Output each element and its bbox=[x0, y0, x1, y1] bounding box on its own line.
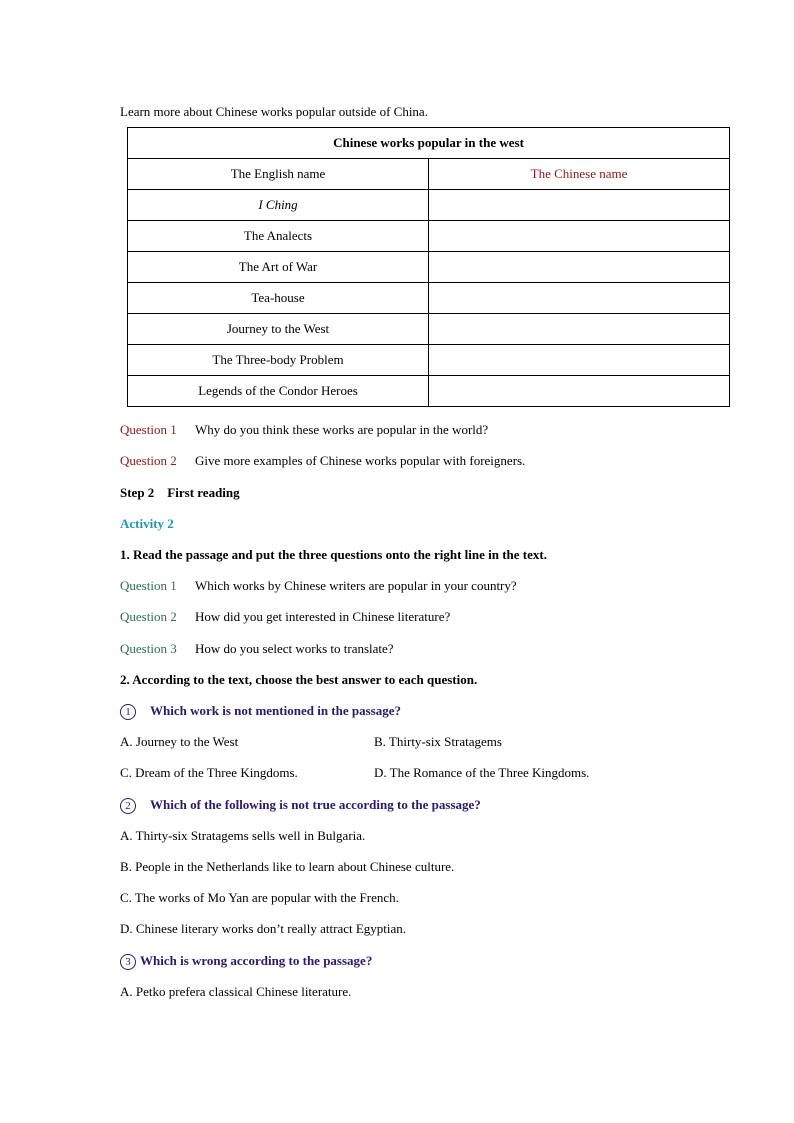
table-row bbox=[128, 190, 730, 221]
question-number-badge: 1 bbox=[120, 704, 136, 720]
task1-instruction: 1. Read the passage and put the three questions onto the right line in the text. bbox=[120, 547, 547, 562]
chinese-name-blank[interactable] bbox=[429, 345, 730, 376]
table-title: Chinese works popular in the west bbox=[128, 128, 730, 159]
mcq-question-text: Which of the following is not true according to the passage? bbox=[150, 797, 481, 812]
intro-text: Learn more about Chinese works popular outside of China. bbox=[120, 104, 428, 119]
mcq-2-option-b[interactable]: B. People in the Netherlands like to learn about Chinese culture. bbox=[120, 859, 455, 874]
chinese-name-blank[interactable] bbox=[429, 376, 730, 407]
mcq-1-question bbox=[120, 703, 401, 720]
mcq-2-option-a[interactable]: A. Thirty-six Stratagems sells well in Bulgaria. bbox=[120, 828, 366, 843]
mcq-2-question bbox=[120, 797, 481, 814]
table-row bbox=[128, 221, 730, 252]
table-row bbox=[128, 345, 730, 376]
works-table bbox=[127, 127, 730, 407]
mcq-1-option-c[interactable]: C. Dream of the Three Kingdoms. bbox=[120, 765, 298, 780]
question-number-badge: 2 bbox=[120, 798, 136, 814]
question-text: Which works by Chinese writers are popular in your country? bbox=[195, 578, 517, 593]
mcq-3-option-a[interactable]: A. Petko prefera classical Chinese literature. bbox=[120, 984, 352, 999]
mcq-1-option-b[interactable]: B. Thirty-six Stratagems bbox=[374, 734, 502, 749]
activity2-heading: Activity 2 bbox=[120, 516, 174, 531]
chinese-name-blank[interactable] bbox=[429, 252, 730, 283]
step2-heading: Step 2 First reading bbox=[120, 485, 240, 500]
task1-question-3 bbox=[120, 641, 394, 657]
mcq-2-option-d[interactable]: D. Chinese literary works don’t really attract Egyptian. bbox=[120, 921, 407, 936]
question-text: Give more examples of Chinese works popular with foreigners. bbox=[195, 453, 526, 468]
task1-question-2 bbox=[120, 609, 450, 625]
header-chinese-name: The Chinese name bbox=[429, 159, 730, 190]
question-label: Question 3 bbox=[120, 641, 177, 656]
mcq-question-text: Which is wrong according to the passage? bbox=[140, 953, 373, 968]
question-number-badge: 3 bbox=[120, 954, 136, 970]
english-name-cell: The Art of War bbox=[128, 252, 429, 283]
chinese-name-blank[interactable] bbox=[429, 283, 730, 314]
table-row bbox=[128, 314, 730, 345]
english-name-cell: Legends of the Condor Heroes bbox=[128, 376, 429, 407]
table-row bbox=[128, 283, 730, 314]
question-label: Question 2 bbox=[120, 609, 177, 624]
question-text: How did you get interested in Chinese literature? bbox=[195, 609, 451, 624]
english-name-cell: The Three-body Problem bbox=[128, 345, 429, 376]
question-label: Question 1 bbox=[120, 422, 177, 437]
mcq-1-option-d[interactable]: D. The Romance of the Three Kingdoms. bbox=[374, 765, 590, 780]
english-name-cell: Journey to the West bbox=[128, 314, 429, 345]
pre-question-2 bbox=[120, 453, 525, 469]
mcq-question-text: Which work is not mentioned in the passage? bbox=[150, 703, 401, 718]
chinese-name-blank[interactable] bbox=[429, 314, 730, 345]
task1-question-1 bbox=[120, 578, 517, 594]
question-text: Why do you think these works are popular in the world? bbox=[195, 422, 489, 437]
mcq-3-question bbox=[120, 953, 372, 970]
mcq-2-option-c[interactable]: C. The works of Mo Yan are popular with the French. bbox=[120, 890, 399, 905]
english-name-cell: Tea-house bbox=[128, 283, 429, 314]
english-name-cell: I Ching bbox=[128, 190, 429, 221]
task2-instruction: 2. According to the text, choose the best answer to each question. bbox=[120, 672, 478, 687]
question-label: Question 1 bbox=[120, 578, 177, 593]
question-label: Question 2 bbox=[120, 453, 177, 468]
mcq-1-option-a[interactable]: A. Journey to the West bbox=[120, 734, 239, 749]
english-name-cell: The Analects bbox=[128, 221, 429, 252]
header-english-name: The English name bbox=[128, 159, 429, 190]
table-row bbox=[128, 252, 730, 283]
pre-question-1 bbox=[120, 422, 488, 438]
question-text: How do you select works to translate? bbox=[195, 641, 394, 656]
chinese-name-blank[interactable] bbox=[429, 221, 730, 252]
chinese-name-blank[interactable] bbox=[429, 190, 730, 221]
table-row bbox=[128, 376, 730, 407]
